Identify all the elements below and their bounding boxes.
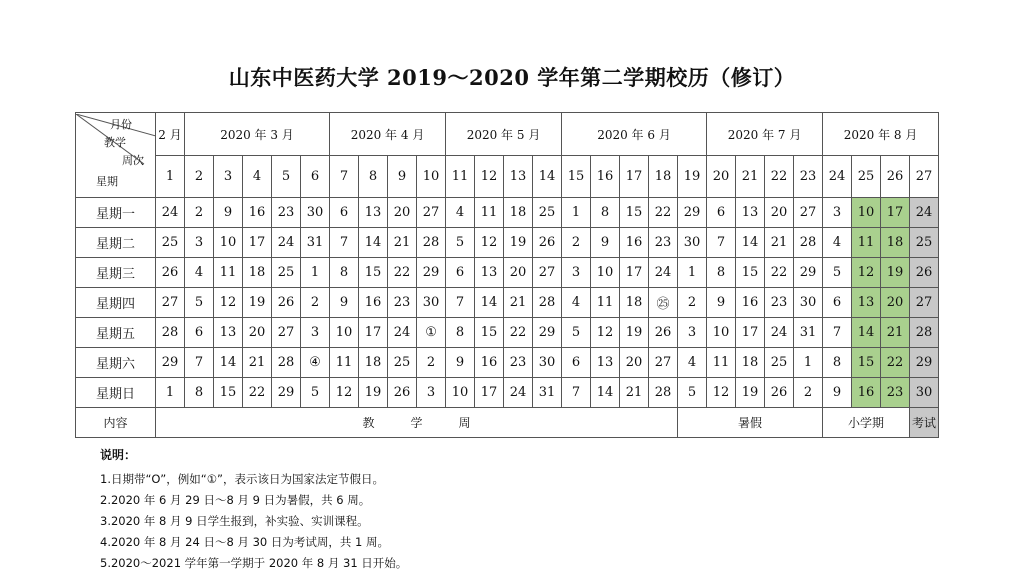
date-cell: 20 [620,348,649,378]
date-cell: 4 [823,228,852,258]
date-cell: 11 [591,288,620,318]
week-number-cell: 3 [214,156,243,198]
week-number-cell: 25 [852,156,881,198]
date-cell: 3 [185,228,214,258]
date-cell: 25 [272,258,301,288]
date-cell: 16 [620,228,649,258]
date-cell: 30 [301,198,330,228]
week-number-cell: 6 [301,156,330,198]
week-number-cell: 23 [794,156,823,198]
week-number-cell: 8 [359,156,388,198]
date-cell: 11 [475,198,504,228]
month-header-cell: 2020 年 4 月 [330,113,446,156]
date-cell: 7 [185,348,214,378]
date-cell: 11 [214,258,243,288]
date-cell: 24 [504,378,533,408]
date-cell: 8 [707,258,736,288]
date-cell: 29 [417,258,446,288]
date-cell: 4 [562,288,591,318]
corner-label-week: 周次 [122,153,144,167]
date-cell: 10 [591,258,620,288]
date-cell: 24 [765,318,794,348]
date-cell: 11 [330,348,359,378]
date-cell: 22 [504,318,533,348]
date-cell: 8 [446,318,475,348]
date-cell: 10 [852,198,881,228]
date-cell: 30 [417,288,446,318]
date-cell: 8 [823,348,852,378]
date-cell: 10 [214,228,243,258]
date-cell: 12 [591,318,620,348]
calendar-table [75,112,939,438]
weekday-row [76,228,939,258]
date-cell: 16 [852,378,881,408]
date-cell: 6 [707,198,736,228]
date-cell: 22 [765,258,794,288]
note-item: 2.2020 年 6 月 29 日～8 月 9 日为暑假，共 6 周。 [100,493,371,507]
date-cell: 29 [156,348,185,378]
date-cell: 30 [533,348,562,378]
date-cell: 1 [156,378,185,408]
date-cell: 13 [475,258,504,288]
week-number-cell: 10 [417,156,446,198]
note-item: 1.日期带“O”，例如“①”，表示该日为国家法定节假日。 [100,472,384,486]
date-cell: 9 [330,288,359,318]
date-cell: 25 [765,348,794,378]
date-cell: 23 [504,348,533,378]
date-cell: 9 [446,348,475,378]
date-cell: 7 [707,228,736,258]
date-cell: 26 [910,258,939,288]
date-cell: 16 [359,288,388,318]
corner-label-weekday: 星期 [96,174,118,188]
date-cell: 23 [649,228,678,258]
week-number-cell: 2 [185,156,214,198]
date-cell: 18 [736,348,765,378]
week-number-cell: 18 [649,156,678,198]
date-cell: 19 [620,318,649,348]
date-cell: 17 [620,258,649,288]
date-cell: 20 [388,198,417,228]
date-cell: 13 [736,198,765,228]
date-cell: 6 [562,348,591,378]
week-number-cell: 26 [881,156,910,198]
date-cell: 15 [736,258,765,288]
date-cell: 14 [214,348,243,378]
week-number-cell: 7 [330,156,359,198]
date-cell: 18 [881,228,910,258]
week-number-cell: 16 [591,156,620,198]
date-cell: 15 [214,378,243,408]
date-cell: 18 [504,198,533,228]
date-cell: 28 [910,318,939,348]
date-cell: 24 [156,198,185,228]
date-cell: 16 [243,198,272,228]
date-cell: 5 [678,378,707,408]
date-cell: 25 [533,198,562,228]
date-cell: 14 [359,228,388,258]
date-cell: 5 [301,378,330,408]
date-cell: 1 [301,258,330,288]
date-cell: 29 [678,198,707,228]
date-cell: 1 [678,258,707,288]
date-cell: 14 [736,228,765,258]
date-cell: 13 [852,288,881,318]
date-cell: 19 [243,288,272,318]
content-row [76,408,939,438]
date-cell: 21 [881,318,910,348]
date-cell: 8 [591,198,620,228]
date-cell: 26 [649,318,678,348]
date-cell: 23 [765,288,794,318]
date-cell: 19 [504,228,533,258]
content-short-term: 小学期 [823,408,910,438]
notes-section [100,446,407,574]
weekday-label: 星期日 [76,378,156,408]
date-cell: 3 [417,378,446,408]
date-cell: 4 [185,258,214,288]
date-cell: 28 [794,228,823,258]
corner-label-month: 月份 [110,117,132,131]
date-cell: 6 [185,318,214,348]
week-number-cell: 27 [910,156,939,198]
date-cell: 21 [243,348,272,378]
date-cell: 25 [910,228,939,258]
date-cell: 31 [533,378,562,408]
date-cell: 11 [707,348,736,378]
date-cell: 24 [272,228,301,258]
date-cell: 31 [301,228,330,258]
date-cell: 20 [504,258,533,288]
date-cell: 12 [852,258,881,288]
week-number-cell: 13 [504,156,533,198]
month-header-cell: 2 月 [156,113,185,156]
date-cell: 2 [301,288,330,318]
content-summer-break: 暑假 [678,408,823,438]
week-number-cell: 12 [475,156,504,198]
date-cell: 25 [156,228,185,258]
page-title: 山东中医药大学 2019～2020 学年第二学期校历（修订） [228,65,796,90]
date-cell: 17 [736,318,765,348]
date-cell: 22 [881,348,910,378]
date-cell: 12 [330,378,359,408]
date-cell: 27 [910,288,939,318]
month-header-cell: 2020 年 5 月 [446,113,562,156]
weekday-row [76,348,939,378]
weekday-label: 星期一 [76,198,156,228]
date-cell: 24 [388,318,417,348]
date-cell: 3 [301,318,330,348]
date-cell: 5 [823,258,852,288]
month-header-cell: 2020 年 6 月 [562,113,707,156]
date-cell: 29 [533,318,562,348]
date-cell: 12 [475,228,504,258]
date-cell: 17 [881,198,910,228]
date-cell: 8 [185,378,214,408]
date-cell: 21 [765,228,794,258]
date-cell: 7 [562,378,591,408]
date-cell: 5 [185,288,214,318]
date-cell: ㉕ [649,288,678,318]
date-cell: 6 [330,198,359,228]
date-cell: 22 [243,378,272,408]
date-cell: 28 [272,348,301,378]
date-cell: 13 [591,348,620,378]
date-cell: 29 [910,348,939,378]
date-cell: 12 [707,378,736,408]
week-number-cell: 19 [678,156,707,198]
week-number-cell: 21 [736,156,765,198]
date-cell: 14 [475,288,504,318]
date-cell: 23 [388,288,417,318]
date-cell: 13 [214,318,243,348]
date-cell: 22 [649,198,678,228]
weekday-row [76,318,939,348]
date-cell: 19 [881,258,910,288]
date-cell: 29 [794,258,823,288]
header-corner-cell [76,113,156,198]
date-cell: 27 [272,318,301,348]
date-cell: 13 [359,198,388,228]
date-cell: 6 [446,258,475,288]
week-number-row [76,156,939,198]
date-cell: 12 [214,288,243,318]
corner-label-teach: 教学 [104,135,126,149]
date-cell: 25 [388,348,417,378]
date-cell: 26 [272,288,301,318]
date-cell: 14 [591,378,620,408]
date-cell: 3 [823,198,852,228]
notes-heading: 说明： [100,448,137,462]
date-cell: 27 [417,198,446,228]
date-cell: 21 [388,228,417,258]
note-item: 4.2020 年 8 月 24 日～8 月 30 日为考试周，共 1 周。 [100,535,390,549]
date-cell: 1 [562,198,591,228]
week-number-cell: 24 [823,156,852,198]
weekday-label: 星期二 [76,228,156,258]
note-item: 3.2020 年 8 月 9 日学生报到，补实验、实训课程。 [100,514,369,528]
date-cell: ④ [301,348,330,378]
date-cell: 7 [446,288,475,318]
date-cell: 20 [881,288,910,318]
date-cell: 10 [446,378,475,408]
date-cell: 20 [243,318,272,348]
date-cell: 26 [765,378,794,408]
date-cell: 2 [678,288,707,318]
date-cell: 24 [649,258,678,288]
month-header-cell: 2020 年 3 月 [185,113,330,156]
date-cell: ① [417,318,446,348]
date-cell: 28 [417,228,446,258]
date-cell: 19 [359,378,388,408]
date-cell: 9 [214,198,243,228]
date-cell: 3 [562,258,591,288]
date-cell: 28 [156,318,185,348]
date-cell: 26 [156,258,185,288]
date-cell: 11 [852,228,881,258]
date-cell: 27 [649,348,678,378]
date-cell: 20 [765,198,794,228]
week-number-cell: 22 [765,156,794,198]
month-header-row [76,113,939,156]
date-cell: 1 [794,348,823,378]
content-teaching-weeks: 教 学 周 [156,408,678,438]
month-header-cell: 2020 年 8 月 [823,113,939,156]
date-cell: 18 [243,258,272,288]
date-cell: 15 [852,348,881,378]
date-cell: 16 [736,288,765,318]
date-cell: 10 [707,318,736,348]
date-cell: 4 [678,348,707,378]
date-cell: 18 [620,288,649,318]
date-cell: 9 [707,288,736,318]
date-cell: 2 [562,228,591,258]
date-cell: 31 [794,318,823,348]
date-cell: 15 [475,318,504,348]
weekday-label: 星期三 [76,258,156,288]
date-cell: 30 [794,288,823,318]
date-cell: 10 [330,318,359,348]
date-cell: 21 [504,288,533,318]
date-cell: 19 [736,378,765,408]
date-cell: 5 [562,318,591,348]
weekday-label: 星期四 [76,288,156,318]
date-cell: 28 [533,288,562,318]
date-cell: 24 [910,198,939,228]
date-cell: 6 [823,288,852,318]
week-number-cell: 17 [620,156,649,198]
date-cell: 27 [156,288,185,318]
date-cell: 29 [272,378,301,408]
date-cell: 3 [678,318,707,348]
date-cell: 18 [359,348,388,378]
date-cell: 14 [852,318,881,348]
date-cell: 4 [446,198,475,228]
date-cell: 15 [359,258,388,288]
week-number-cell: 5 [272,156,301,198]
date-cell: 7 [330,228,359,258]
date-cell: 23 [272,198,301,228]
date-cell: 9 [823,378,852,408]
week-number-cell: 20 [707,156,736,198]
date-cell: 2 [417,348,446,378]
date-cell: 17 [475,378,504,408]
date-cell: 2 [185,198,214,228]
date-cell: 26 [388,378,417,408]
week-number-cell: 11 [446,156,475,198]
note-item: 5.2020～2021 学年第一学期于 2020 年 8 月 31 日开始。 [100,556,408,570]
date-cell: 15 [620,198,649,228]
date-cell: 22 [388,258,417,288]
date-cell: 8 [330,258,359,288]
date-cell: 2 [794,378,823,408]
date-cell: 27 [533,258,562,288]
week-number-cell: 9 [388,156,417,198]
date-cell: 17 [359,318,388,348]
date-cell: 27 [794,198,823,228]
weekday-row [76,198,939,228]
date-cell: 7 [823,318,852,348]
date-cell: 9 [591,228,620,258]
week-number-cell: 1 [156,156,185,198]
date-cell: 30 [678,228,707,258]
week-number-cell: 4 [243,156,272,198]
date-cell: 21 [620,378,649,408]
date-cell: 23 [881,378,910,408]
date-cell: 5 [446,228,475,258]
week-number-cell: 14 [533,156,562,198]
weekday-label: 星期六 [76,348,156,378]
weekday-row [76,288,939,318]
weekday-row [76,378,939,408]
content-exam: 考试 [910,408,939,438]
weekday-label: 星期五 [76,318,156,348]
weekday-row [76,258,939,288]
date-cell: 30 [910,378,939,408]
week-number-cell: 15 [562,156,591,198]
date-cell: 28 [649,378,678,408]
date-cell: 17 [243,228,272,258]
content-label: 内容 [76,408,156,438]
date-cell: 26 [533,228,562,258]
month-header-cell: 2020 年 7 月 [707,113,823,156]
date-cell: 16 [475,348,504,378]
